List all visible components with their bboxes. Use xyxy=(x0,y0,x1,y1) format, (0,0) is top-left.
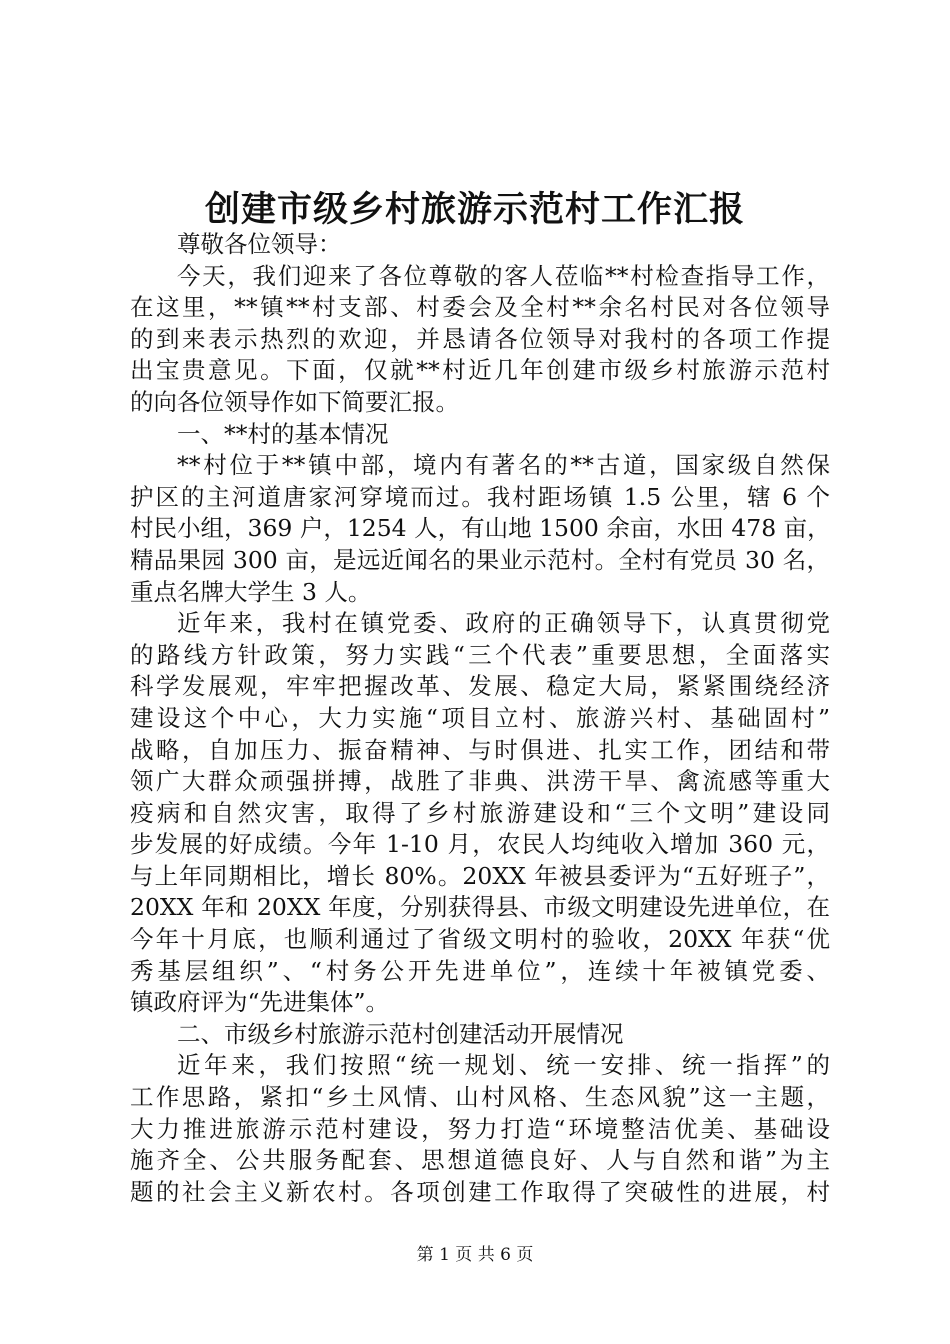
body-line: 重点名牌大学生 3 人。 xyxy=(130,577,372,606)
body-line: 今年十月底，也顺利通过了省级文明村的验收，20XX 年获“优 xyxy=(130,925,830,954)
body-line: 的向各位领导作如下简要汇报。 xyxy=(130,387,459,416)
body-line: 护区的主河道唐家河穿境而过。我村距场镇 1.5 公里，辖 6 个 xyxy=(130,482,830,511)
body-line: 施齐全、公共服务配套、思想道德良好、人与自然和谐”为主 xyxy=(130,1146,830,1175)
body-line: 领广大群众顽强拼搏，战胜了非典、洪涝干旱、禽流感等重大 xyxy=(130,767,830,796)
body-line: 与上年同期相比，增长 80%。20XX 年被县委评为“五好班子”， xyxy=(130,861,830,890)
body-line: 在这里，**镇**村支部、村委会及全村**余名村民对各位领导 xyxy=(130,293,830,322)
page-footer: 第 1 页 共 6 页 xyxy=(416,1245,534,1265)
body-line: 大力推进旅游示范村建设，努力打造“环境整洁优美、基础设 xyxy=(130,1114,830,1143)
body-line: **村位于**镇中部，境内有著名的**古道，国家级自然保 xyxy=(177,451,830,480)
salutation-line: 尊敬各位领导： xyxy=(177,230,342,258)
body-line: 出宝贵意见。下面，仅就**村近几年创建市级乡村旅游示范村 xyxy=(130,356,830,385)
body-line: 近年来，我们按照“统一规划、统一安排、统一指挥”的 xyxy=(177,1051,830,1080)
body-line: 20XX 年和 20XX 年度，分别获得县、市级文明建设先进单位，在 xyxy=(130,893,830,922)
body-line: 战略，自加压力、振奋精神、与时俱进、扎实工作，团结和带 xyxy=(130,735,830,764)
body-line: 今天，我们迎来了各位尊敬的客人莅临**村检查指导工作， xyxy=(177,261,830,290)
body-line: 镇政府评为“先进集体”。 xyxy=(130,988,390,1017)
body-line: 秀基层组织”、“村务公开先进单位”，连续十年被镇党委、 xyxy=(130,956,830,985)
body-line: 村民小组，369 户，1254 人，有山地 1500 余亩，水田 478 亩， xyxy=(130,514,831,543)
body-line: 科学发展观，牢牢把握改革、发展、稳定大局，紧紧围绕经济 xyxy=(130,672,830,701)
body-line: 建设这个中心，大力实施“项目立村、旅游兴村、基础固村” xyxy=(130,703,830,732)
body-line: 精品果园 300 亩，是远近闻名的果业示范村。全村有党员 30 名， xyxy=(130,545,830,574)
body-line: 的到来表示热烈的欢迎，并恳请各位领导对我村的各项工作提 xyxy=(130,324,830,353)
body-line: 题的社会主义新农村。各项创建工作取得了突破性的进展，村 xyxy=(130,1177,830,1206)
body-line: 近年来，我村在镇党委、政府的正确领导下，认真贯彻党 xyxy=(177,609,830,638)
body-line: 疫病和自然灾害，取得了乡村旅游建设和“三个文明”建设同 xyxy=(130,798,830,827)
document-body xyxy=(130,229,830,1208)
section-heading-2: 二、市级乡村旅游示范村创建活动开展情况 xyxy=(177,1019,624,1048)
body-line: 工作思路，紧扣“乡土风情、山村风格、生态风貌”这一主题， xyxy=(130,1083,830,1112)
section-heading-1: 一、**村的基本情况 xyxy=(177,419,389,448)
body-line: 的路线方针政策，努力实践“三个代表”重要思想，全面落实 xyxy=(130,640,830,669)
document-title: 创建市级乡村旅游示范村工作汇报 xyxy=(204,189,745,230)
body-line: 步发展的好成绩。今年 1-10 月，农民人均纯收入增加 360 元， xyxy=(130,830,830,859)
